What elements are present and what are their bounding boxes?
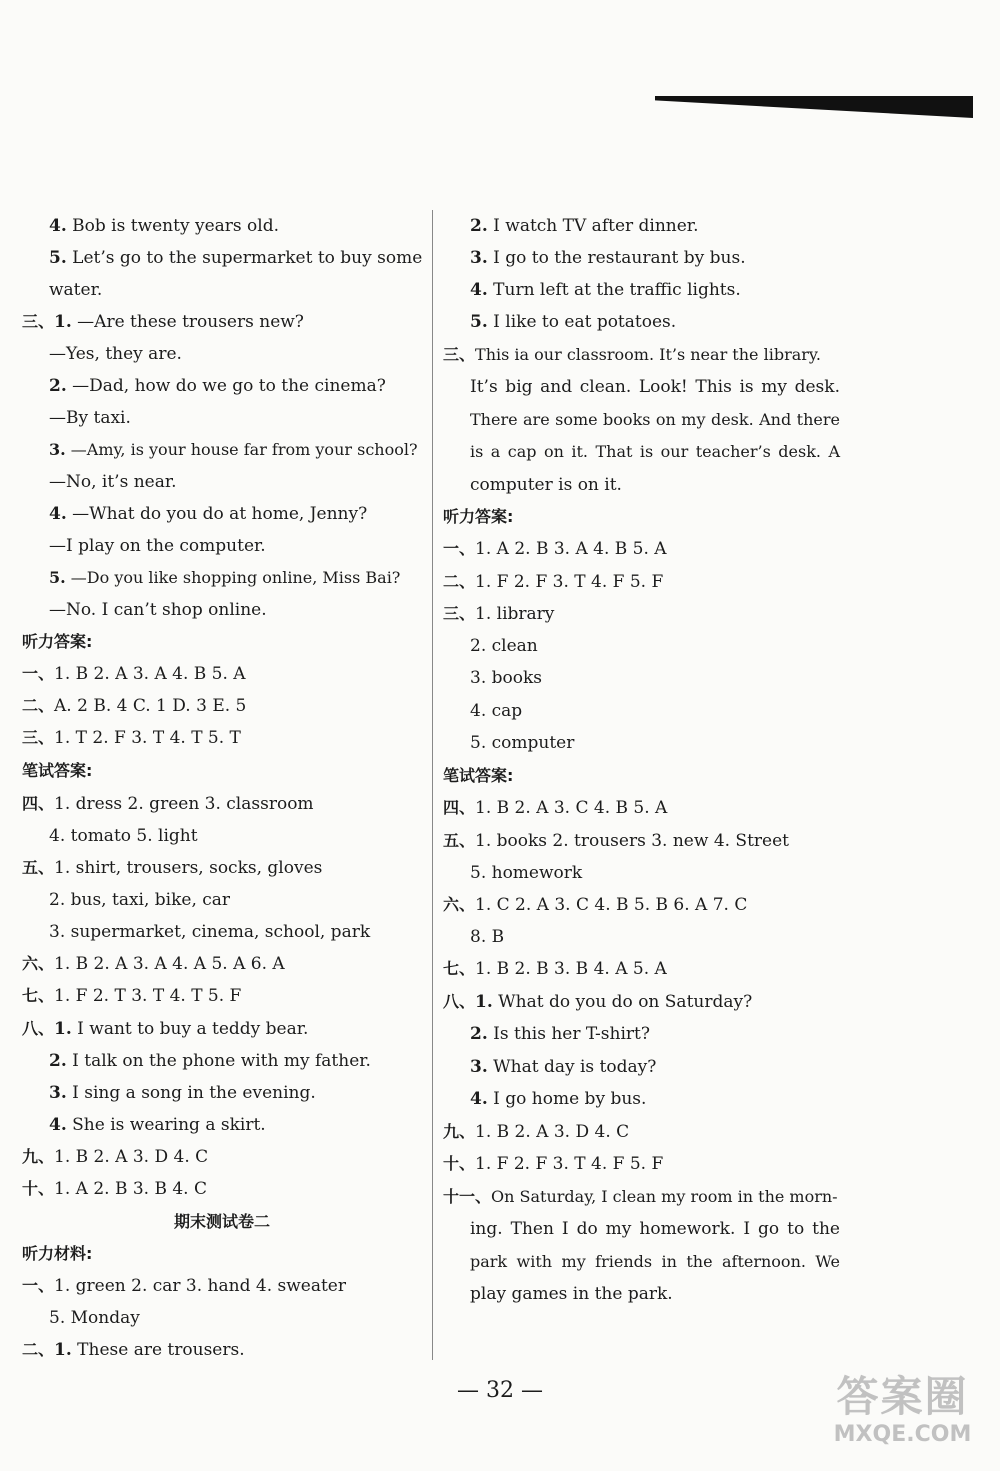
answer-line: 4. Bob is twenty years old. xyxy=(49,216,279,236)
answer-line: 八、1. What do you do on Saturday? xyxy=(443,992,753,1012)
answer-line: 4. Turn left at the traffic lights. xyxy=(470,280,741,300)
answer-line: 3. books xyxy=(470,668,543,688)
answer-line: 5. computer xyxy=(470,733,575,753)
answer-line: 五、1. shirt, trousers, socks, gloves xyxy=(22,858,323,878)
answer-line: 4. —What do you do at home, Jenny? xyxy=(49,504,368,524)
answer-line: 3. supermarket, cinema, school, park xyxy=(49,922,371,942)
answer-line: play games in the park. xyxy=(470,1284,673,1304)
answer-line: 三、1. T 2. F 3. T 4. T 5. T xyxy=(22,728,241,748)
answer-line: 八、1. I want to buy a teddy bear. xyxy=(22,1019,309,1039)
answer-line: 一、1. green 2. car 3. hand 4. sweater xyxy=(22,1276,346,1296)
answer-line: 4. She is wearing a skirt. xyxy=(49,1115,266,1135)
answer-line: 5. Monday xyxy=(49,1308,140,1328)
answer-line: 3. —Amy, is your house far from your school? xyxy=(49,440,418,459)
answer-line: 4. tomato 5. light xyxy=(49,826,198,846)
answer-line: 九、1. B 2. A 3. D 4. C xyxy=(22,1147,209,1167)
answer-line: —I play on the computer. xyxy=(49,536,266,556)
page-number: — 32 — xyxy=(457,1378,543,1403)
answer-line: 二、A. 2 B. 4 C. 1 D. 3 E. 5 xyxy=(22,696,247,716)
answer-line: 3. I sing a song in the evening. xyxy=(49,1083,316,1103)
answer-line: 一、1. B 2. A 3. A 4. B 5. A xyxy=(22,664,246,684)
answer-line: 3. I go to the restaurant by bus. xyxy=(470,248,746,268)
answer-line: 5. homework xyxy=(470,863,583,883)
answer-line: 二、1. F 2. F 3. T 4. F 5. F xyxy=(443,572,664,592)
answer-line: 2. I watch TV after dinner. xyxy=(470,216,699,236)
answer-line: 5. —Do you like shopping online, Miss Bai? xyxy=(49,568,401,587)
answer-line: 4. I go home by bus. xyxy=(470,1089,647,1109)
answer-line: computer is on it. xyxy=(470,475,622,495)
answer-line: 六、1. C 2. A 3. C 4. B 5. B 6. A 7. C xyxy=(443,895,748,915)
section-heading: 听力材料: xyxy=(22,1244,93,1263)
answer-line: 2. clean xyxy=(470,636,538,656)
answer-line: park with my friends in the afternoon. We xyxy=(470,1252,840,1271)
answer-line: 3. What day is today? xyxy=(470,1057,657,1077)
answer-line: 一、1. A 2. B 3. A 4. B 5. A xyxy=(443,539,667,559)
answer-line: water. xyxy=(49,280,103,300)
answer-line: 三、1. —Are these trousers new? xyxy=(22,312,304,332)
answer-line: 六、1. B 2. A 3. A 4. A 5. A 6. A xyxy=(22,954,285,974)
answer-line: 七、1. F 2. T 3. T 4. T 5. F xyxy=(22,986,242,1006)
answer-line: 2. bus, taxi, bike, car xyxy=(49,890,231,910)
answer-line: 二、1. These are trousers. xyxy=(22,1340,245,1360)
answer-line: 三、1. library xyxy=(443,604,555,624)
answer-line: is a cap on it. That is our teacher’s desk. A xyxy=(470,442,840,461)
answer-line: 三、This ia our classroom. It’s near the library. xyxy=(443,345,821,364)
answer-line: —No. I can’t shop online. xyxy=(49,600,267,620)
answer-line: 2. I talk on the phone with my father. xyxy=(49,1051,371,1071)
watermark-url: MXQE.COM xyxy=(833,1422,972,1447)
answer-line: 2. —Dad, how do we go to the cinema? xyxy=(49,376,386,396)
test-title: 期末测试卷二 xyxy=(173,1212,270,1231)
column-divider xyxy=(432,210,433,1360)
answer-line: 4. cap xyxy=(470,701,523,721)
answer-line: 8. B xyxy=(470,927,505,947)
answer-line: 四、1. B 2. A 3. C 4. B 5. A xyxy=(443,798,668,818)
answer-line: —No, it’s near. xyxy=(49,472,177,492)
header-decoration-bar xyxy=(655,96,973,118)
answer-line: 五、1. books 2. trousers 3. new 4. Street xyxy=(443,831,789,851)
answer-line: 七、1. B 2. B 3. B 4. A 5. A xyxy=(443,959,667,979)
watermark-main: 答案圈 xyxy=(836,1372,969,1421)
answer-line: There are some books on my desk. And there xyxy=(470,410,840,429)
answer-line: 十、1. F 2. F 3. T 4. F 5. F xyxy=(443,1154,664,1174)
answer-line: —By taxi. xyxy=(49,408,131,428)
section-heading: 听力答案: xyxy=(22,632,93,651)
answer-line: 十一、On Saturday, I clean my room in the morn- xyxy=(443,1187,838,1206)
answer-line: It’s big and clean. Look! This is my desk. xyxy=(470,377,840,397)
answer-line: 十、1. A 2. B 3. B 4. C xyxy=(22,1179,207,1199)
section-heading: 听力答案: xyxy=(443,507,514,526)
answer-line: 2. Is this her T-shirt? xyxy=(470,1024,650,1044)
answer-line: ing. Then I do my homework. I go to the xyxy=(470,1219,840,1239)
answer-line: 5. Let’s go to the supermarket to buy some xyxy=(49,248,423,268)
answer-line: 四、1. dress 2. green 3. classroom xyxy=(22,794,314,814)
section-heading: 笔试答案: xyxy=(443,766,514,785)
watermark-logo xyxy=(815,1372,990,1462)
section-heading: 笔试答案: xyxy=(22,761,93,780)
answer-line: 5. I like to eat potatoes. xyxy=(470,312,677,332)
answer-line: —Yes, they are. xyxy=(49,344,182,364)
answer-line: 九、1. B 2. A 3. D 4. C xyxy=(443,1122,630,1142)
